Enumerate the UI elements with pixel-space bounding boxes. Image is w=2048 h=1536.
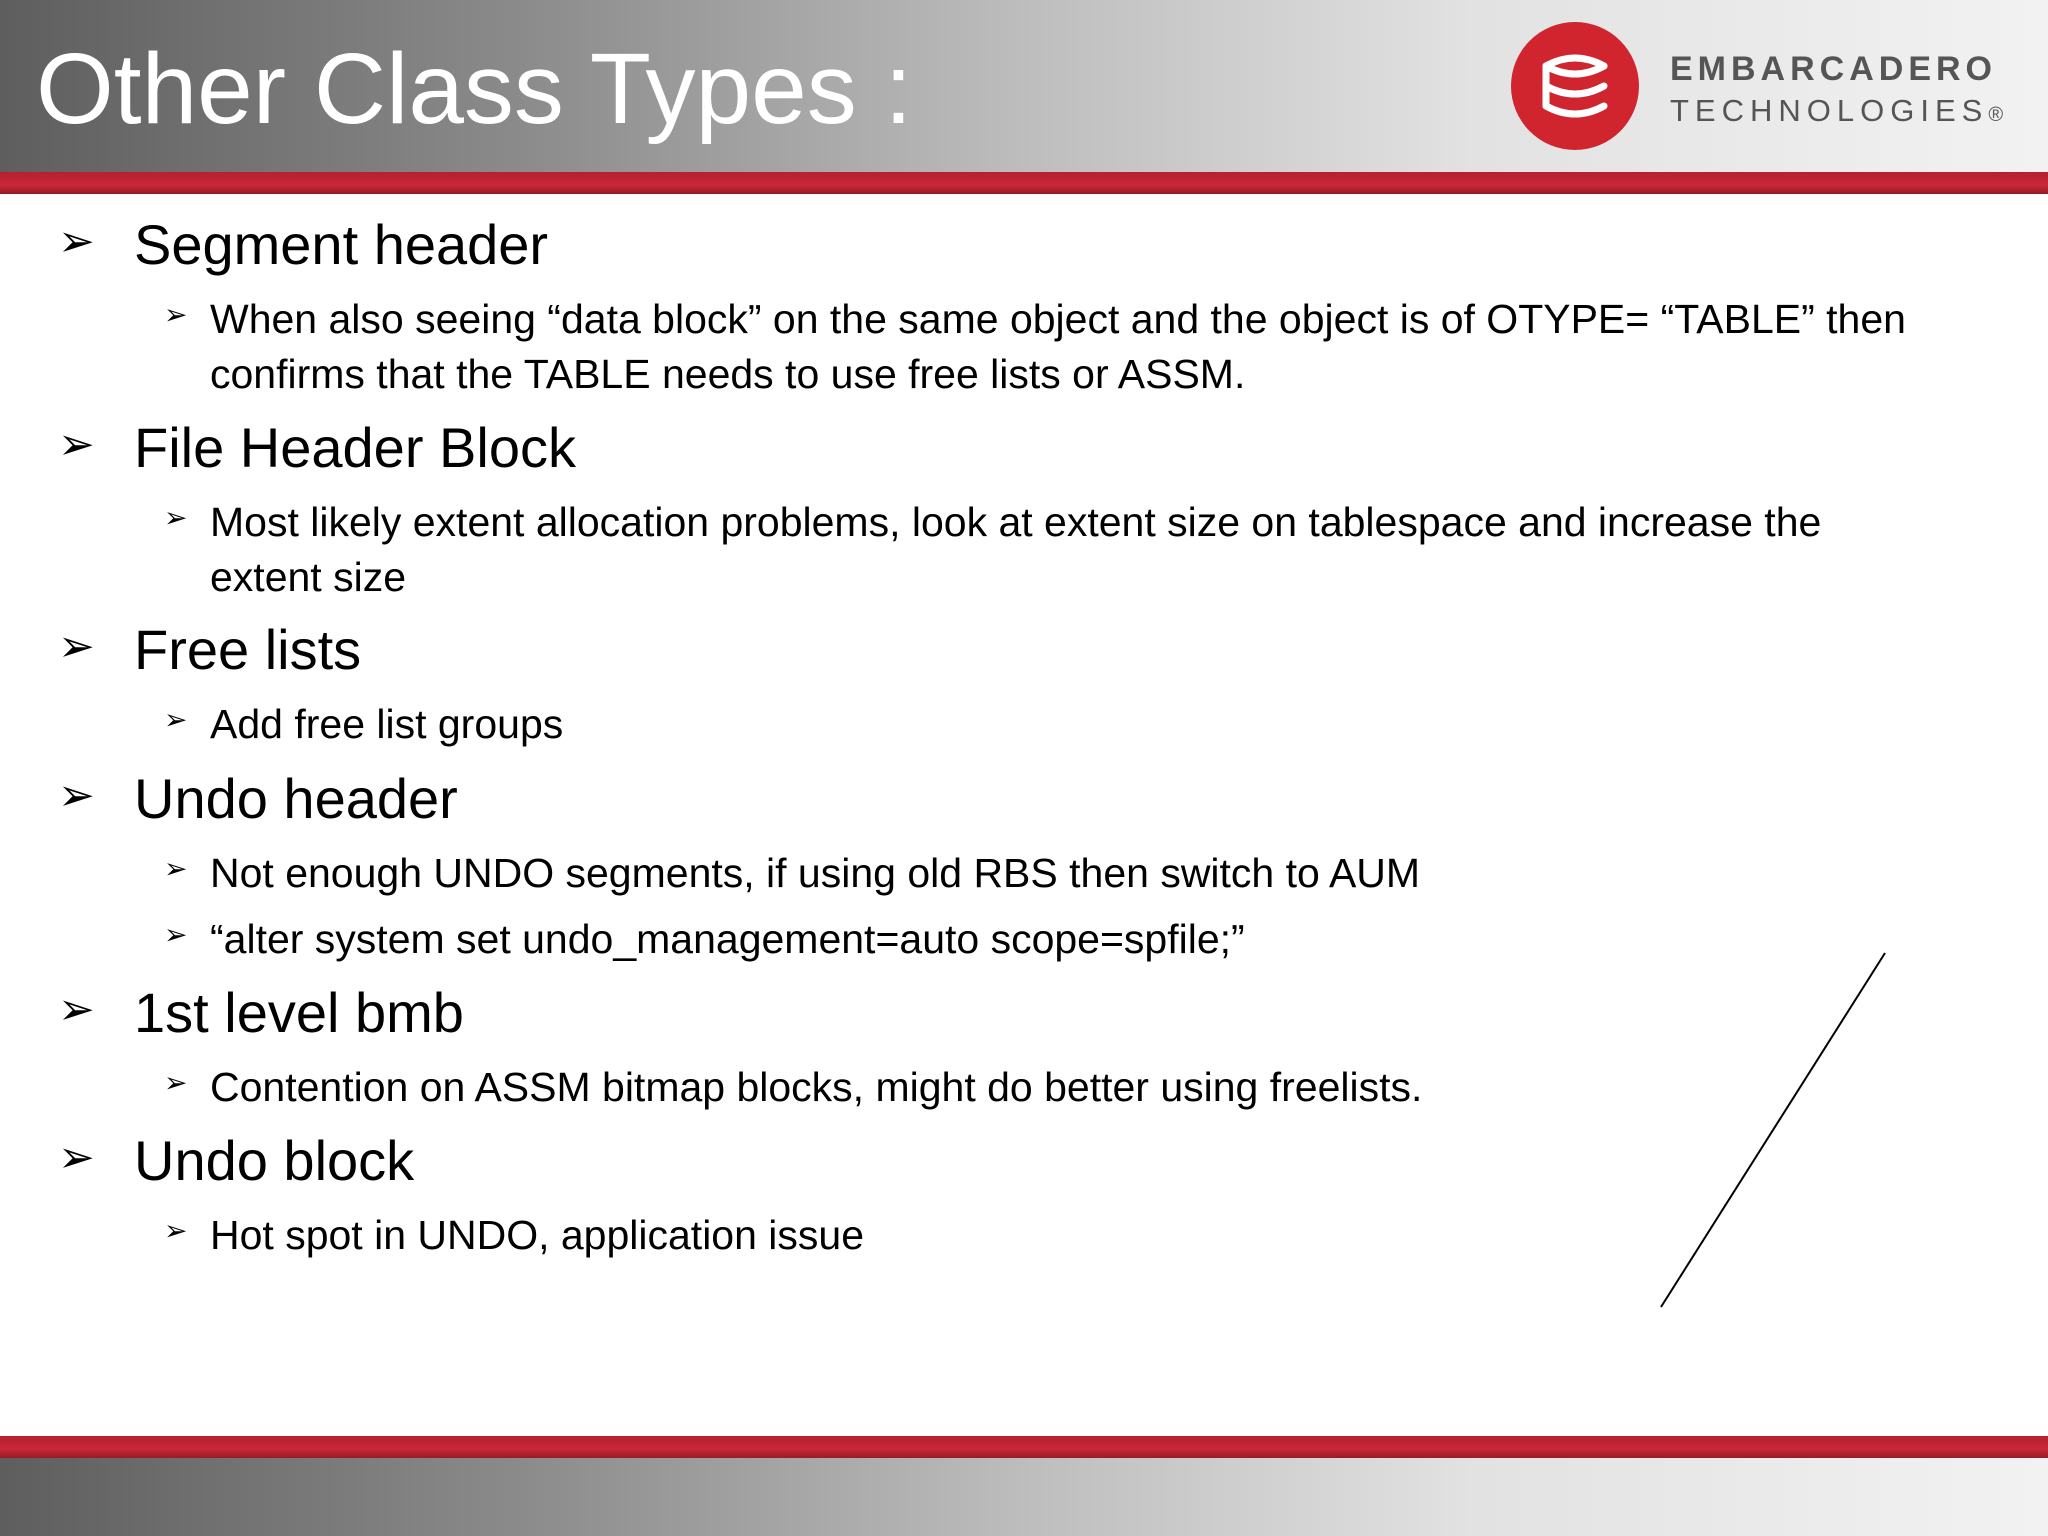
arrow-bullet-icon: ➢ [164,1067,188,1098]
sub-bullet-text: “alter system set undo_management=auto scope=spfile;” [210,916,1245,962]
sub-bullet-text: Most likely extent allocation problems, look at extent size on tablespace and increase the extent size [210,499,1822,600]
bullet-heading: 1st level bmb [134,981,464,1044]
bullet-heading: Free lists [134,618,362,681]
logo-registered-mark: ® [1988,104,2004,126]
arrow-bullet-icon: ➢ [164,853,188,884]
arrow-bullet-icon: ➢ [58,217,95,266]
bullet-heading: File Header Block [134,416,576,479]
arrow-bullet-icon: ➢ [58,1133,95,1182]
bullet-heading: Undo block [134,1129,415,1192]
sub-bullet-text: Not enough UNDO segments, if using old RBS then switch to AUM [210,850,1421,896]
arrow-bullet-icon: ➢ [164,704,188,735]
arrow-bullet-icon: ➢ [164,502,188,533]
slide-title: Other Class Types : [36,33,913,145]
sub-bullet-text: When also seeing “data block” on the same object and the object is of OTYPE= “TABLE” then confirms that the TABLE needs to use free lists or ASSM. [210,296,1906,397]
logo-line-1: EMBARCADERO [1670,50,1997,88]
sub-bullet-text: Add free list groups [210,701,564,747]
logo-line-2: TECHNOLOGIES [1670,93,1989,128]
arrow-bullet-icon: ➢ [164,299,188,330]
arrow-bullet-icon: ➢ [58,622,95,671]
sub-bullet-text: Contention on ASSM bitmap blocks, might do better using freelists. [210,1064,1423,1110]
arrow-bullet-icon: ➢ [58,771,95,820]
arrow-bullet-icon: ➢ [58,420,95,469]
sub-bullet-text: Hot spot in UNDO, application issue [210,1212,865,1258]
footer-red-stripe [0,1436,2048,1458]
bullet-heading: Segment header [134,213,549,276]
arrow-bullet-icon: ➢ [164,1215,188,1246]
arrow-bullet-icon: ➢ [58,985,95,1034]
bullet-heading: Undo header [134,767,458,830]
footer-band [0,1458,2048,1536]
arrow-bullet-icon: ➢ [164,919,188,950]
